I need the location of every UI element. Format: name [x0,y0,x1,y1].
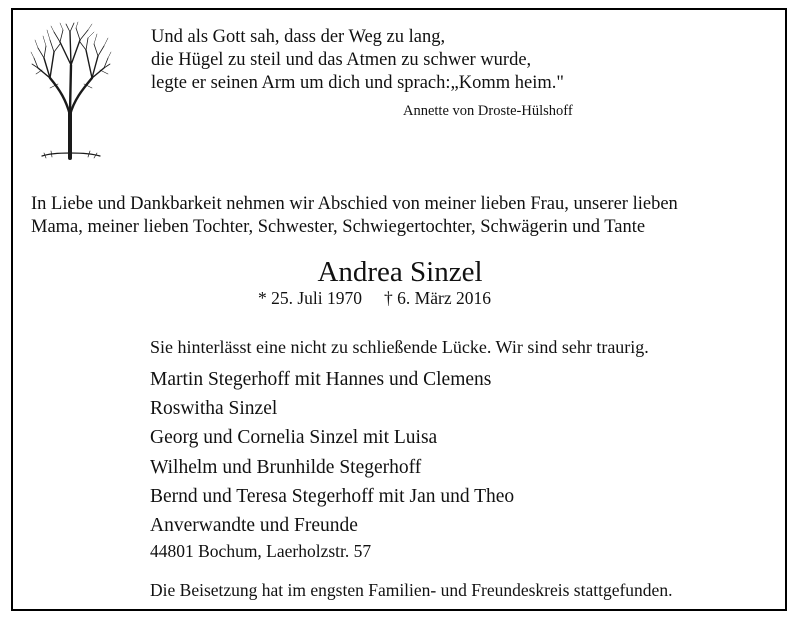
life-dates [258,288,491,309]
intro-text [31,193,678,239]
poem [151,26,564,95]
closing-note: Die Beisetzung hat im engsten Familien- und Freundeskreis stattgefunden. [150,580,673,600]
address: 44801 Bochum, Laerholzstr. 57 [150,541,372,561]
death-date: † 6. März 2016 [384,288,491,308]
mourners-list [150,336,649,540]
mourner-entry: Wilhelm und Brunhilde Stegerhoff [150,456,422,478]
mourner-entry: Bernd und Teresa Stegerhoff mit Jan und Theo [150,485,515,507]
mourner-entry: Martin Stegerhoff mit Hannes und Clemens [150,369,492,390]
poem-author: Annette von Droste-Hülshoff [403,103,573,119]
poem-line: legte er seinen Arm um dich und sprach:„Komm heim." [151,73,564,93]
poem-line: Und als Gott sah, dass der Weg zu lang, [151,27,446,47]
birth-date: * 25. Juli 1970 [258,288,363,308]
intro-line: In Liebe und Dankbarkeit nehmen wir Abschied von meiner lieben Frau, unserer lieben [31,194,678,214]
deceased-name: Andrea Sinzel [317,256,483,288]
mourner-entry: Anverwandte und Freunde [150,515,358,537]
mourner-entry: Roswitha Sinzel [150,398,278,420]
intro-line: Mama, meiner lieben Tochter, Schwester, Schwiegertochter, Schwägerin und Tante [31,217,646,237]
mourner-entry: Georg und Cornelia Sinzel mit Luisa [150,427,438,449]
bare-tree-icon [30,20,112,160]
mourners-lead: Sie hinterlässt eine nicht zu schließende Lücke. Wir sind sehr traurig. [150,337,649,357]
poem-line: die Hügel zu steil und das Atmen zu schwer wurde, [151,50,532,70]
